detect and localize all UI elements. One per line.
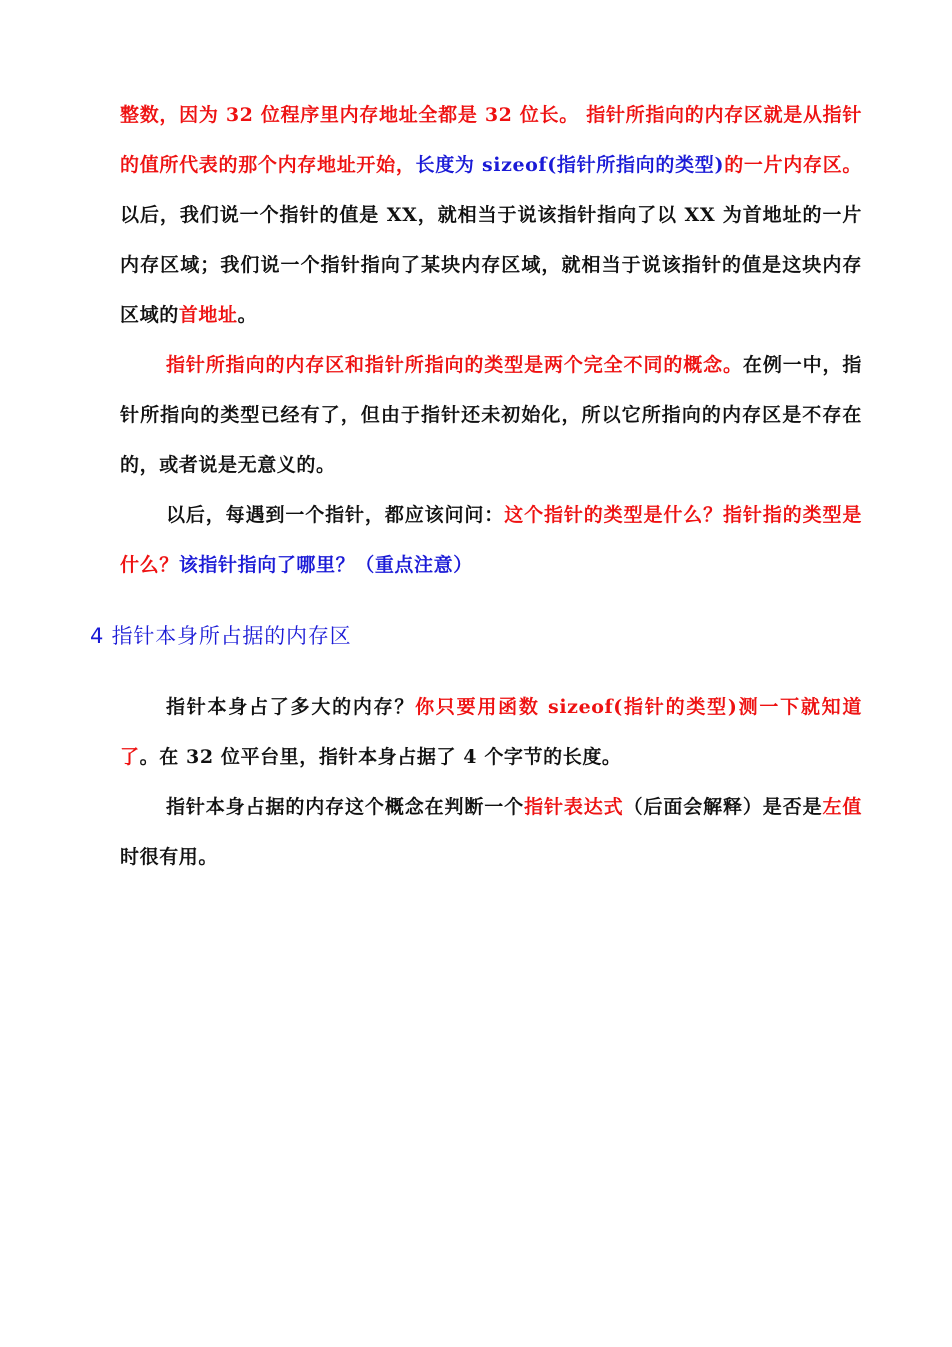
text-useful: 时很有用。: [120, 846, 219, 868]
text-pointer-expression: 指针表达式: [524, 796, 624, 818]
text-pointer-value-explanation: 以后，我们说一个指针的值是 XX，就相当于说该指针指向了以 XX 为首地址的一片内存区域；我们说一个指针指向了某块内存区域，就相当于说该指针的值是这块内存区域的: [120, 204, 862, 326]
text-period: 。: [237, 304, 258, 326]
text-integer-note-start: 整数，因为 32 位程序里内存地址全都是 32 位长。: [120, 104, 579, 126]
text-lvalue: 左值: [822, 796, 862, 818]
text-size-question: 指针本身占了多大的内存？: [166, 696, 416, 718]
text-first-address: 首地址: [178, 304, 238, 326]
text-question-types: 这个指针的类型是什么？指针指的类型是什么？: [120, 504, 862, 576]
text-example-one: 在例一中，指针所指向的类型已经有了，但由于指针还未初始化，所以它所指向的内存区是不存在的，或者说是无意义的。: [120, 354, 862, 476]
text-explained-later: （后面会解释）是否是: [623, 796, 823, 818]
paragraph-pointer-size: [120, 682, 862, 782]
paragraph-memory-region: [120, 90, 862, 340]
text-sizeof-test: 你只要用函数 sizeof(指针的类型)测一下就知道了: [120, 696, 862, 768]
section-heading: 4 指针本身所占据的内存区: [90, 624, 352, 648]
text-length-sizeof: 长度为 sizeof(指针所指向的类型): [415, 154, 725, 176]
text-four-bytes: 。在 32 位平台里，指针本身占据了 4 个字节的长度。: [139, 746, 622, 768]
text-two-different-concepts: 指针所指向的内存区和指针所指向的类型是两个完全不同的概念。: [166, 354, 743, 376]
text-lvalue-intro: 指针本身占据的内存这个概念在判断一个: [166, 796, 525, 818]
paragraph-questions: [120, 490, 862, 590]
paragraph-two-concepts: [120, 340, 862, 490]
text-question-where: 该指针指向了哪里？（重点注意）: [178, 554, 473, 576]
paragraph-lvalue: [120, 782, 862, 882]
text-memory-region-definition: 指针所指向的内存区就是从指针的值所代表的那个内存地址开始，: [120, 104, 862, 176]
text-ask-questions: 以后，每遇到一个指针，都应该问问：: [166, 504, 505, 526]
text-memory-region-end: 的一片内存区。: [724, 154, 863, 176]
